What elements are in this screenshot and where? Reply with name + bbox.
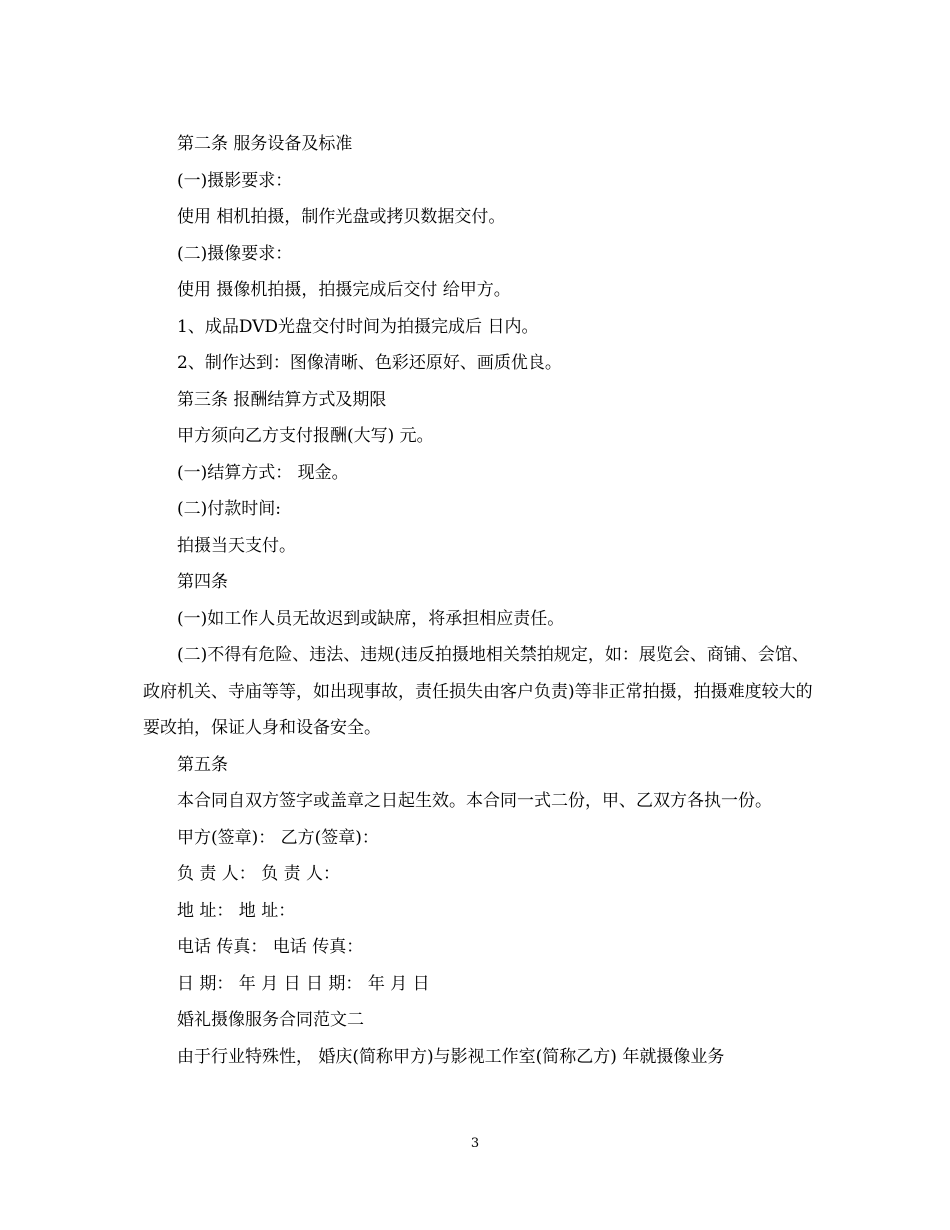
section-title: 婚礼摄像服务合同范文二 (177, 1010, 364, 1030)
paragraph: 使用 摄像机拍摄，拍摄完成后交付 给甲方。 (177, 280, 511, 300)
heading-article-4: 第四条 (177, 572, 228, 592)
subheading-photography: (一)摄影要求： (177, 170, 293, 191)
document-body (143, 126, 813, 1075)
signature-line: 负 责 人： 负 责 人： (177, 864, 341, 884)
paragraph: 拍摄当天支付。 (177, 535, 296, 556)
paragraph: (二)不得有危险、违法、违规(违反拍摄地相关禁拍规定，如：展览会、商铺、会馆、政府机关、寺庙等等，如出现事故，责任损失由客户负责)等非正常拍摄，拍摄难度较大的要改拍，保证人身和设备安全。 (143, 645, 813, 738)
subheading-videography: (二)摄像要求： (177, 243, 293, 264)
subheading-settlement: (一)结算方式： 现金。 (177, 462, 349, 483)
heading-article-2: 第二条 服务设备及标准 (177, 134, 353, 154)
signature-line: 地 址： 地 址： (177, 900, 296, 921)
signature-line: 日 期： 年 月 日 日 期： 年 月 日 (177, 973, 430, 994)
paragraph: 由于行业特殊性， 婚庆(简称甲方)与影视工作室(简称乙方) 年就摄像业务 (177, 1046, 725, 1067)
heading-article-5: 第五条 (177, 754, 228, 775)
paragraph: 甲方须向乙方支付报酬(大写) 元。 (177, 426, 434, 446)
heading-article-3: 第三条 报酬结算方式及期限 (177, 389, 387, 410)
page-number: 3 (470, 1136, 480, 1151)
subheading-payment-time: (二)付款时间: (177, 499, 281, 519)
paragraph: 使用 相机拍摄，制作光盘或拷贝数据交付。 (177, 207, 506, 227)
signature-line: 电话 传真： 电话 传真： (177, 937, 364, 957)
paragraph: 本合同自双方签字或盖章之日起生效。本合同一式二份，甲、乙双方各执一份。 (177, 791, 772, 811)
paragraph: (一)如工作人员无故迟到或缺席，将承担相应责任。 (177, 608, 565, 629)
list-item: 1、成品DVD光盘交付时间为拍摄完成后 日内。 (177, 316, 539, 337)
list-item: 2、制作达到：图像清晰、色彩还原好、画质优良。 (177, 353, 562, 373)
signature-line: 甲方(签章)： 乙方(签章)： (177, 827, 379, 848)
